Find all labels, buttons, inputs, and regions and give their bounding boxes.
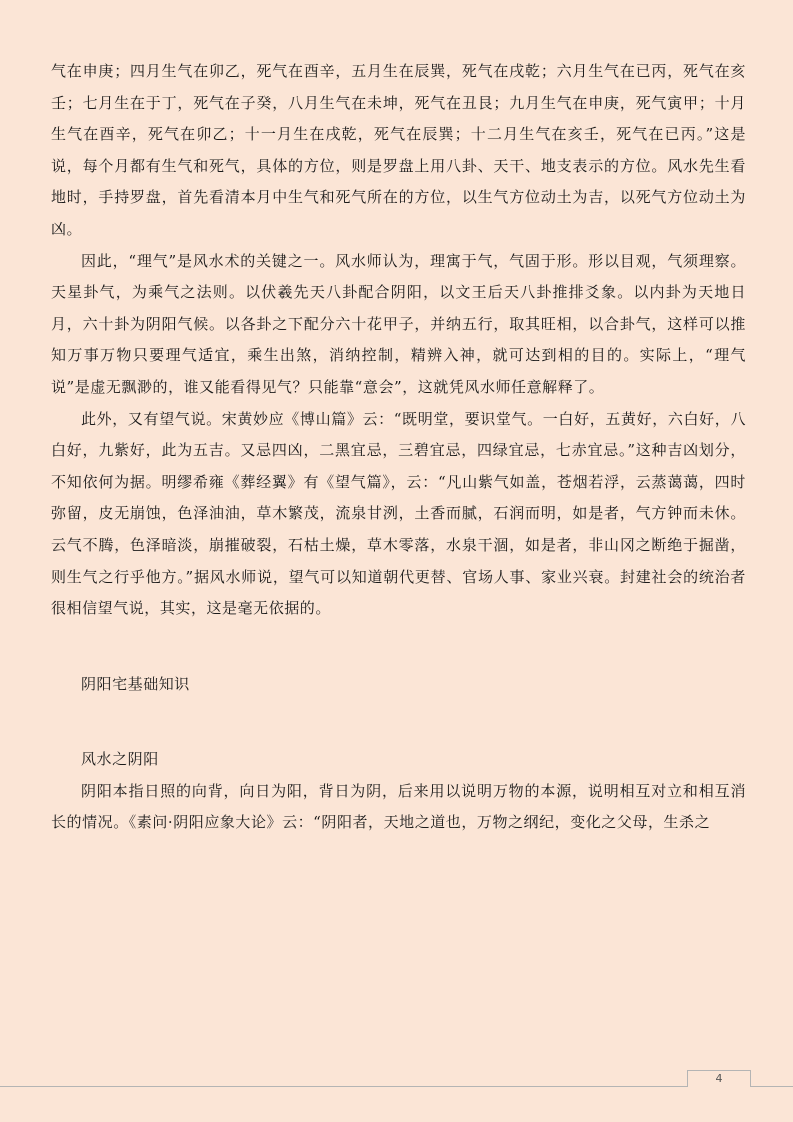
- paragraph-li-qi: 因此，“理气”是风水术的关键之一。风水师认为，理寓于气，气固于形。形以目观，气须理察。天星卦气，为乘气之法则。以伏羲先天八卦配合阴阳，以文王后天八卦推排爻象。以内卦为天地日月，六十卦为阴阳气候。以各卦之下配分六十花甲子，并纳五行，取其旺相，以合卦气，这样可以推知万事万物只要理气适宜，乘生出煞，消纳控制，精辨入神，就可达到相的目的。实际上，“理气说”是虚无飘渺的，谁又能看得见气？只能靠“意会”，这就凭风水师任意解释了。: [51, 251, 746, 396]
- footer-rule: [0, 1086, 793, 1087]
- section-spacer: [51, 625, 746, 669]
- paragraph-yin-yang: 阴阳本指日照的向背，向日为阳，背日为阴，后来用以说明万物的本源，说明相互对立和相互消长的情况。《素问·阴阳应象大论》云：“阴阳者，天地之道也，万物之纲纪，变化之父母，生杀之: [51, 781, 746, 832]
- page-number: 4: [687, 1070, 751, 1087]
- section-spacer: [51, 700, 746, 744]
- paragraph-wang-qi: 此外，又有望气说。宋黄妙应《博山篇》云：“既明堂，要识堂气。一白好，五黄好，六白好，八白好，九紫好，此为五吉。又忌四凶，二黑宜忌，三碧宜忌，四绿宜忌，七赤宜忌。”这种吉凶划分，不知依何为据。明缪希雍《葬经翼》有《望气篇》，云：“凡山紫气如盖，苍烟若浮，云蒸蔼蔼，四时弥留，皮无崩蚀，色泽油油，草木繁茂，流泉甘洌，土香而腻，石润而明，如是者，气方钟而未休。云气不腾，色泽暗淡，崩摧破裂，石枯土燥，草木零落，水泉干涸，如是者，非山冈之断绝于掘凿，则生气之行乎他方。”据风水师说，望气可以知道朝代更替、官场人事、家业兴衰。封建社会的统治者很相信望气说，其实，这是毫无依据的。: [51, 409, 746, 618]
- paragraph-continuation: 气在申庚；四月生气在卯乙，死气在酉辛，五月生在辰巽，死气在戌乾；六月生气在已丙，死气在亥壬；七月生在于丁，死气在子癸，八月生气在未坤，死气在丑艮；九月生气在申庚，死气寅甲；十月生气在酉辛，死气在卯乙；十一月生在戌乾，死气在辰巽；十二月生气在亥壬，死气在已丙。”这是说，每个月都有生气和死气，具体的方位，则是罗盘上用八卦、天干、地支表示的方位。风水先生看地时，手持罗盘，首先看清本月中生气和死气所在的方位，以生气方位动土为吉，以死气方位动土为凶。: [51, 62, 746, 238]
- section-heading: 阴阳宅基础知识: [81, 674, 190, 693]
- document-body: [51, 56, 746, 839]
- subsection-heading: 风水之阴阳: [81, 750, 159, 769]
